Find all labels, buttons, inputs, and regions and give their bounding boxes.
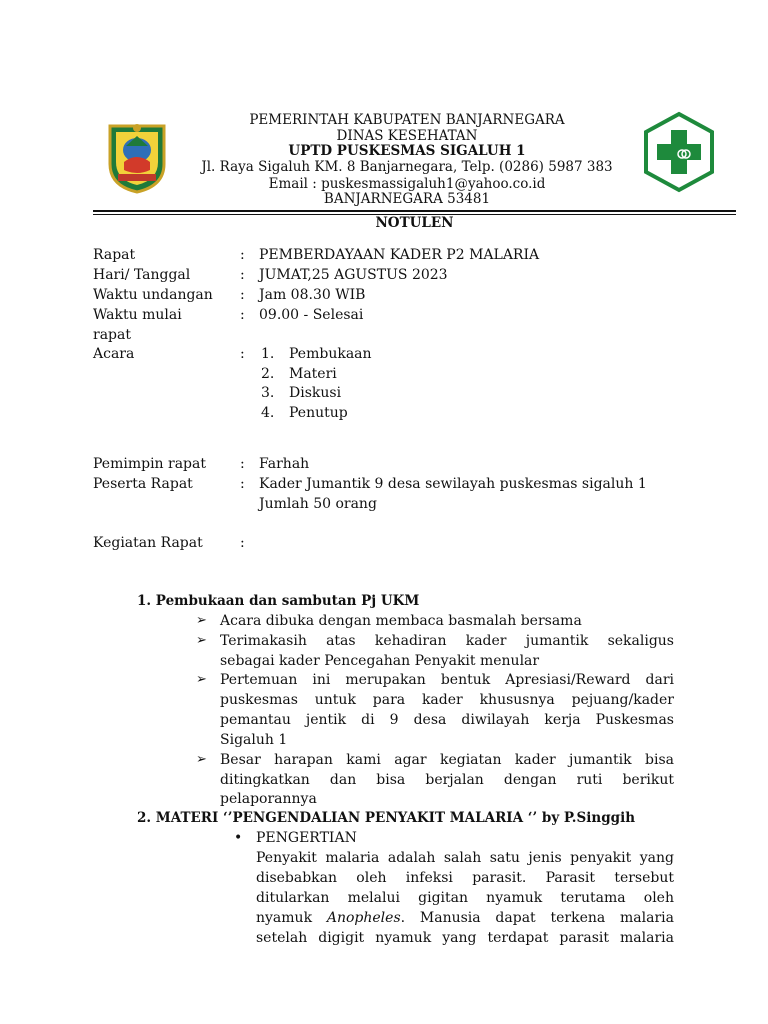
agenda-number: 4.: [261, 405, 275, 421]
section-1-line: sebagai kader Pencegahan Penyakit menular: [220, 653, 540, 669]
section-1-line: puskesmas untuk para kader khususnya pejuang/kader: [220, 692, 674, 708]
letterhead-government: PEMERINTAH KABUPATEN BANJARNEGARA: [249, 112, 565, 128]
field-label-peserta: Peserta Rapat: [93, 476, 193, 492]
section-1-line: Pertemuan ini merupakan bentuk Apresiasi/Reward dari: [220, 672, 674, 688]
field-colon: :: [240, 287, 245, 303]
field-label-rapat: Rapat: [93, 247, 136, 263]
agenda-number: 2.: [261, 366, 275, 382]
section-2-line: setelah digigit nyamuk yang terdapat parasit malaria: [256, 930, 674, 946]
section-2-heading: 2. MATERI ‘’PENGENDALIAN PENYAKIT MALARIA ‘’ by P.Singgih: [137, 810, 636, 826]
arrow-bullet-icon: ➢: [196, 752, 207, 767]
section-2-text: nyamuk: [256, 910, 327, 926]
section-1-line: ditingkatkan dan bisa berjalan dengan ruti berikut: [220, 772, 674, 788]
field-label-pemimpin: Pemimpin rapat: [93, 456, 206, 472]
arrow-bullet-icon: ➢: [196, 613, 207, 628]
field-value-undangan: Jam 08.30 WIB: [259, 287, 366, 303]
section-1-line: Besar harapan kami agar kegiatan kader jumantik bisa: [220, 752, 674, 768]
green-cross-icon: [642, 110, 716, 194]
letterhead-city: BANJARNEGARA 53481: [323, 191, 491, 207]
agenda-item: Pembukaan: [289, 346, 372, 362]
field-label-mulai: Waktu mulai: [93, 307, 182, 323]
field-colon: :: [240, 346, 245, 362]
field-label-mulai-cont: rapat: [93, 327, 131, 343]
agenda-item: Diskusi: [289, 385, 342, 401]
section-1-line: Sigaluh 1: [220, 732, 288, 748]
section-2-line: [256, 908, 674, 928]
section-2-subheading: PENGERTIAN: [256, 830, 357, 846]
field-colon: :: [240, 535, 245, 551]
letterhead-institution: UPTD PUSKESMAS SIGALUH 1: [288, 143, 526, 159]
section-1-line: Acara dibuka dengan membaca basmalah bersama: [220, 613, 582, 629]
field-value-pemimpin: Farhah: [259, 456, 310, 472]
section-2-line: ditularkan melalui gigitan nyamuk terutama oleh: [256, 890, 674, 906]
section-2-line: disebabkan oleh infeksi parasit. Parasit tersebut: [256, 870, 674, 886]
field-value-tanggal: JUMAT,25 AGUSTUS 2023: [259, 267, 448, 283]
letterhead-department: DINAS KESEHATAN: [336, 128, 478, 144]
agenda-number: 1.: [261, 346, 275, 362]
letterhead-rule: [93, 210, 736, 212]
section-1-heading: 1. Pembukaan dan sambutan Pj UKM: [137, 593, 420, 609]
field-value-peserta-count: Jumlah 50 orang: [259, 496, 377, 512]
arrow-bullet-icon: ➢: [196, 672, 207, 687]
section-2-italic: Anopheles: [326, 910, 401, 926]
letterhead-email: Email : puskesmassigaluh1@yahoo.co.id: [268, 176, 546, 192]
field-value-rapat: PEMBERDAYAAN KADER P2 MALARIA: [259, 247, 540, 263]
field-colon: :: [240, 456, 245, 472]
agenda-item: Materi: [289, 366, 337, 382]
field-value-peserta: Kader Jumantik 9 desa sewilayah puskesmas sigaluh 1: [259, 476, 647, 492]
field-label-tanggal: Hari/ Tanggal: [93, 267, 191, 283]
agenda-number: 3.: [261, 385, 275, 401]
dot-bullet-icon: •: [234, 830, 243, 846]
agenda-item: Penutup: [289, 405, 348, 421]
field-label-kegiatan: Kegiatan Rapat: [93, 535, 203, 551]
field-label-acara: Acara: [93, 346, 135, 362]
section-1-line: pemantau jentik di 9 desa diwilayah kerja Puskesmas: [220, 712, 674, 728]
regency-crest-icon: [104, 120, 170, 194]
section-2-text: . Manusia dapat terkena malaria: [400, 910, 674, 926]
field-label-undangan: Waktu undangan: [93, 287, 213, 303]
section-1-line: Terimakasih atas kehadiran kader jumantik sekaligus: [220, 633, 674, 649]
letterhead-address: Jl. Raya Sigaluh KM. 8 Banjarnegara, Telp. (0286) 5987 383: [201, 159, 613, 175]
arrow-bullet-icon: ➢: [196, 633, 207, 648]
field-colon: :: [240, 247, 245, 263]
field-value-mulai: 09.00 - Selesai: [259, 307, 364, 323]
section-1-line: pelaporannya: [220, 791, 317, 807]
section-2-line: Penyakit malaria adalah salah satu jenis penyakit yang: [256, 850, 674, 866]
field-colon: :: [240, 476, 245, 492]
field-colon: :: [240, 307, 245, 323]
field-colon: :: [240, 267, 245, 283]
document-title: NOTULEN: [375, 215, 454, 231]
